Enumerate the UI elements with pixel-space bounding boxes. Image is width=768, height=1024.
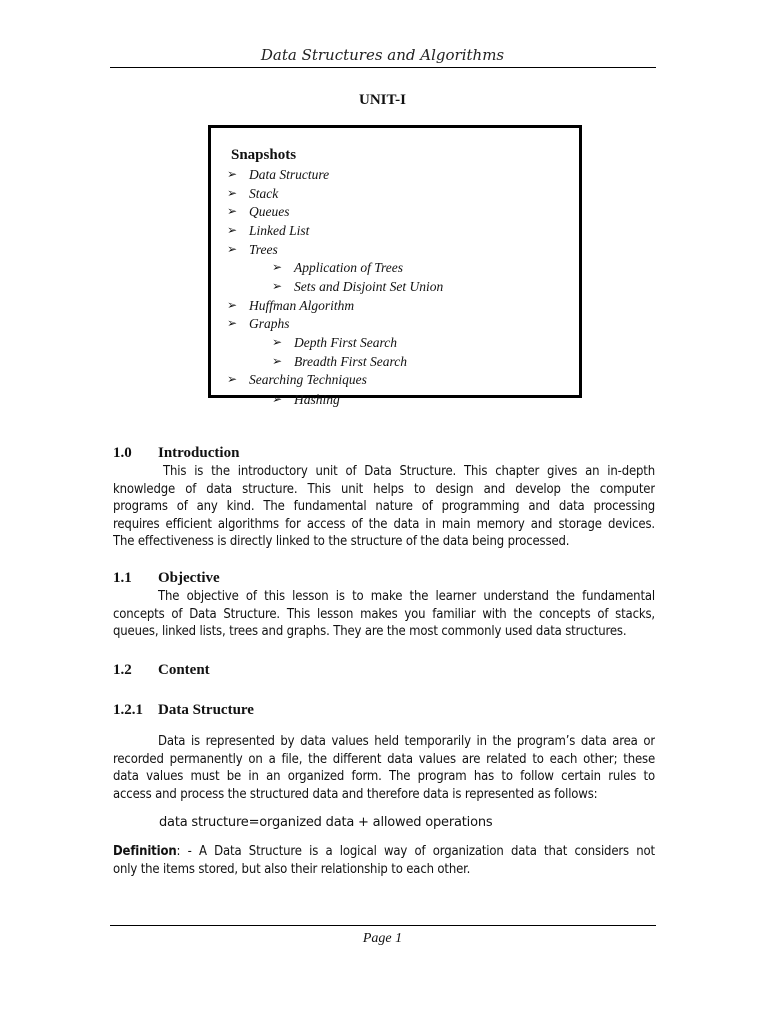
arrow-bullet-icon: ➢ (272, 335, 283, 349)
page-number: Page 1 (362, 931, 403, 946)
arrow-bullet-icon: ➢ (227, 298, 238, 312)
arrow-bullet-icon: ➢ (227, 167, 238, 181)
introduction-paragraph: This is the introductory unit of Data Structure. This chapter gives an in-depth knowledge of data structure. This unit helps to design and develop the computer programs of any kind. The fundamental nature of programming and data processing requires efficient algorithms for access of the data in main memory and storage devices. The effectiveness is directly linked to the structure of the data being processed. (113, 464, 655, 550)
header-rule (110, 67, 656, 68)
running-header: Data Structures and Algorithms (260, 46, 505, 64)
arrow-bullet-icon: ➢ (227, 242, 238, 256)
arrow-bullet-icon: ➢ (272, 354, 283, 368)
data-structure-formula: data structure=organized data + allowed operations (159, 815, 493, 830)
definition-label: Definition (113, 844, 177, 859)
arrow-bullet-icon: ➢ (227, 372, 238, 386)
arrow-bullet-icon: ➢ (272, 279, 283, 293)
document-page: Data Structures and Algorithms UNIT-I Snapshots ➢ Data Structure ➢ Stack ➢ Queues ➢ Linked List ➢ Trees ➢ Application of Trees ➢ Sets and Disjoint Set Union ➢ Huffman Algorithm ➢ Graphs ➢ Depth First Search ➢ Breadth First Search ➢ Searching Techniques ➢ Hashing 1.0 Introduction This is the introductory unit of Data Structure. This chapter gives an in-depth knowledge of data structure. This unit helps to design and develop the computer programs of any kind. The fundamental nature of programming and data processing requires efficient algorithms for access of the data in main memory and storage devices. The effectiveness is directly linked to the structure of the data being processed. 1.1 Objective The objective of this lesson is to make the learner understand the fundamental concepts of Data Structure. This lesson makes you familiar with the concepts of stacks, queues, linked lists, trees and graphs. They are the most commonly used data structures. 1.2 Content 1.2.1 Data Structure Data is represented by data values held temporarily in the program’s data area or recorded permanently on a file, the different data values are related to each other; these data values must be in an organized form. The program has to follow certain rules to access and process the structured data and therefore data is represented as follows: data structure=organized data + allowed operations Definition: - A Data Structure is a logical way of organization data that considers not only the items stored, but also their relationship to each other. Page 1 (0, 0, 768, 1024)
arrow-bullet-icon: ➢ (272, 392, 283, 406)
arrow-bullet-icon: ➢ (227, 204, 238, 218)
arrow-bullet-icon: ➢ (227, 316, 238, 330)
definition-paragraph: Definition: - A Data Structure is a logical way of organization data that considers not only the items stored, but also their relationship to each other. (113, 844, 655, 877)
data-structure-paragraph: Data is represented by data values held temporarily in the program’s data area or recorded permanently on a file, the different data values are related to each other; these data values must be in an organized form. The program has to follow certain rules to access and process the structured data and therefore data is represented as follows: (113, 734, 655, 802)
unit-title: UNIT-I (359, 92, 406, 108)
arrow-bullet-icon: ➢ (272, 260, 283, 274)
footer-rule (110, 925, 656, 926)
arrow-bullet-icon: ➢ (227, 223, 238, 237)
objective-paragraph: The objective of this lesson is to make the learner understand the fundamental concepts of Data Structure. This lesson makes you familiar with the concepts of stacks, queues, linked lists, trees and graphs. They are the most commonly used data structures. (113, 589, 655, 640)
snapshots-title: Snapshots (231, 147, 297, 163)
arrow-bullet-icon: ➢ (227, 186, 238, 200)
